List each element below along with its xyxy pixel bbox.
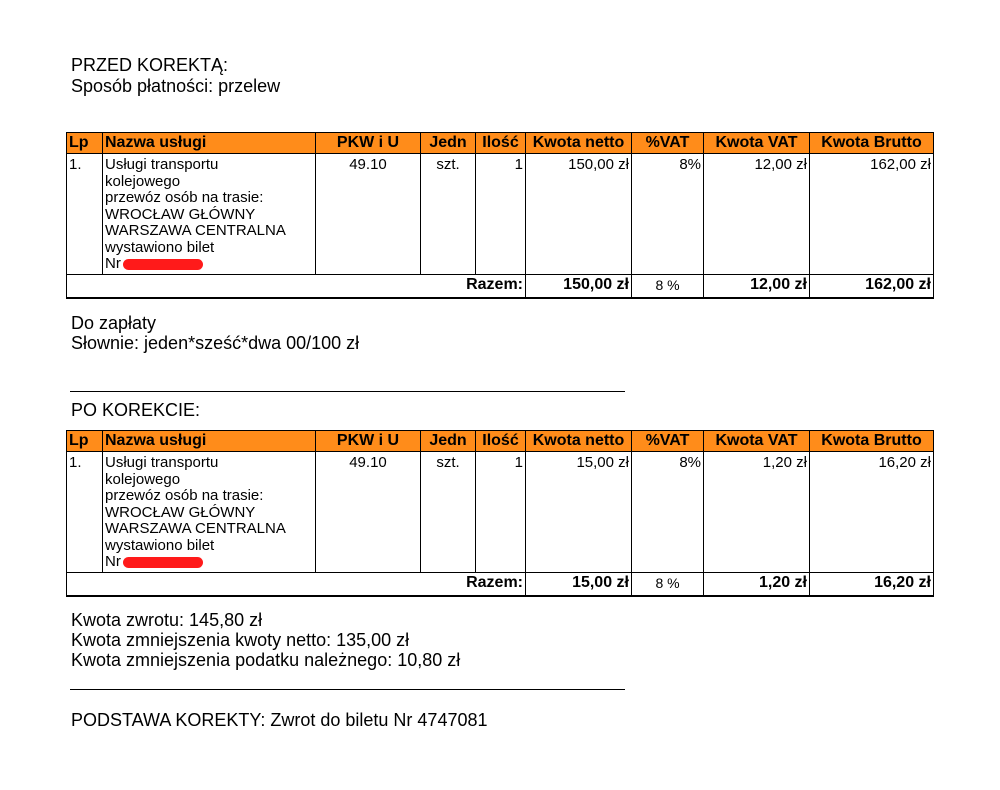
- header-row: [67, 133, 934, 154]
- sum-brutto: 162,00 zł: [810, 275, 934, 299]
- col-vat: Kwota VAT: [704, 133, 810, 154]
- sum-netto: 15,00 zł: [526, 573, 632, 597]
- after-heading: PO KOREKCIE:: [71, 400, 201, 420]
- nr-label: Nr: [105, 255, 121, 272]
- sum-vat-rate: 8 %: [632, 275, 704, 299]
- desc-line: WARSZAWA CENTRALNA: [105, 520, 286, 537]
- cell-vat: 12,00 zł: [704, 154, 810, 275]
- desc-line: przewóz osób na trasie:: [105, 189, 264, 206]
- col-pkwiu: PKW i U: [316, 431, 421, 452]
- payment-method: Sposób płatności: przelew: [71, 76, 281, 96]
- desc-line: WROCŁAW GŁÓWNY: [105, 205, 256, 223]
- cell-qty: 1: [476, 452, 526, 573]
- redaction-mark: [123, 557, 203, 568]
- col-netto: Kwota netto: [526, 133, 632, 154]
- net-reduction: Kwota zmniejszenia kwoty netto: 135,00 zł: [71, 630, 410, 650]
- sum-vat-rate: 8 %: [632, 573, 704, 597]
- to-pay-label: Do zapłaty: [71, 313, 157, 333]
- cell-vat: 1,20 zł: [704, 452, 810, 573]
- sum-brutto: 16,20 zł: [810, 573, 934, 597]
- cell-qty: 1: [476, 154, 526, 275]
- sum-label: Razem:: [67, 275, 526, 299]
- divider: [70, 391, 625, 392]
- invoice-table-after: [66, 430, 934, 597]
- nr-label: Nr: [105, 553, 121, 570]
- cell-brutto: 16,20 zł: [810, 452, 934, 573]
- sum-row: [67, 573, 934, 597]
- col-brutto: Kwota Brutto: [810, 431, 934, 452]
- col-unit: Jedn: [421, 133, 476, 154]
- cell-lp: 1.: [67, 154, 103, 275]
- desc-line: wystawiono bilet: [105, 536, 215, 554]
- col-name: Nazwa usługi: [103, 431, 316, 452]
- invoice-table-before: [66, 132, 934, 299]
- cell-brutto: 162,00 zł: [810, 154, 934, 275]
- col-netto: Kwota netto: [526, 431, 632, 452]
- ticket-number-line: [105, 554, 313, 571]
- table-row: [67, 154, 934, 275]
- refund-amount: Kwota zwrotu: 145,80 zł: [71, 610, 263, 630]
- desc-line: Usługi transportu: [105, 156, 219, 173]
- col-qty: Ilość: [476, 133, 526, 154]
- ticket-number-line: [105, 256, 313, 273]
- cell-pkwiu: 49.10: [316, 154, 421, 275]
- cell-pkwiu: 49.10: [316, 452, 421, 573]
- col-lp: Lp: [67, 431, 103, 452]
- desc-line: Usługi transportu: [105, 454, 219, 471]
- desc-line: przewóz osób na trasie:: [105, 487, 264, 504]
- col-qty: Ilość: [476, 431, 526, 452]
- col-name: Nazwa usługi: [103, 133, 316, 154]
- col-vat-rate: %VAT: [632, 133, 704, 154]
- cell-vat-rate: 8%: [632, 154, 704, 275]
- table-row: [67, 452, 934, 573]
- desc-line: WARSZAWA CENTRALNA: [105, 222, 286, 239]
- header-row: [67, 431, 934, 452]
- sum-row: [67, 275, 934, 299]
- desc-line: kolejowego: [105, 470, 181, 488]
- col-brutto: Kwota Brutto: [810, 133, 934, 154]
- redaction-mark: [123, 259, 203, 270]
- correction-basis: PODSTAWA KOREKTY: Zwrot do biletu Nr 4747081: [71, 710, 488, 730]
- col-vat-rate: %VAT: [632, 431, 704, 452]
- desc-line: kolejowego: [105, 172, 181, 190]
- desc-line: wystawiono bilet: [105, 238, 215, 256]
- cell-netto: 150,00 zł: [526, 154, 632, 275]
- cell-description: [103, 452, 316, 573]
- amount-in-words: Słownie: jeden*sześć*dwa 00/100 zł: [71, 333, 360, 353]
- cell-unit: szt.: [421, 452, 476, 573]
- cell-description: [103, 154, 316, 275]
- tax-reduction: Kwota zmniejszenia podatku należnego: 10,80 zł: [71, 650, 461, 670]
- col-lp: Lp: [67, 133, 103, 154]
- col-unit: Jedn: [421, 431, 476, 452]
- divider: [70, 689, 625, 690]
- cell-unit: szt.: [421, 154, 476, 275]
- before-heading: PRZED KOREKTĄ:: [71, 55, 229, 75]
- col-vat: Kwota VAT: [704, 431, 810, 452]
- cell-netto: 15,00 zł: [526, 452, 632, 573]
- sum-netto: 150,00 zł: [526, 275, 632, 299]
- col-pkwiu: PKW i U: [316, 133, 421, 154]
- desc-line: WROCŁAW GŁÓWNY: [105, 503, 256, 521]
- sum-label: Razem:: [67, 573, 526, 597]
- sum-vat: 1,20 zł: [704, 573, 810, 597]
- cell-lp: 1.: [67, 452, 103, 573]
- sum-vat: 12,00 zł: [704, 275, 810, 299]
- cell-vat-rate: 8%: [632, 452, 704, 573]
